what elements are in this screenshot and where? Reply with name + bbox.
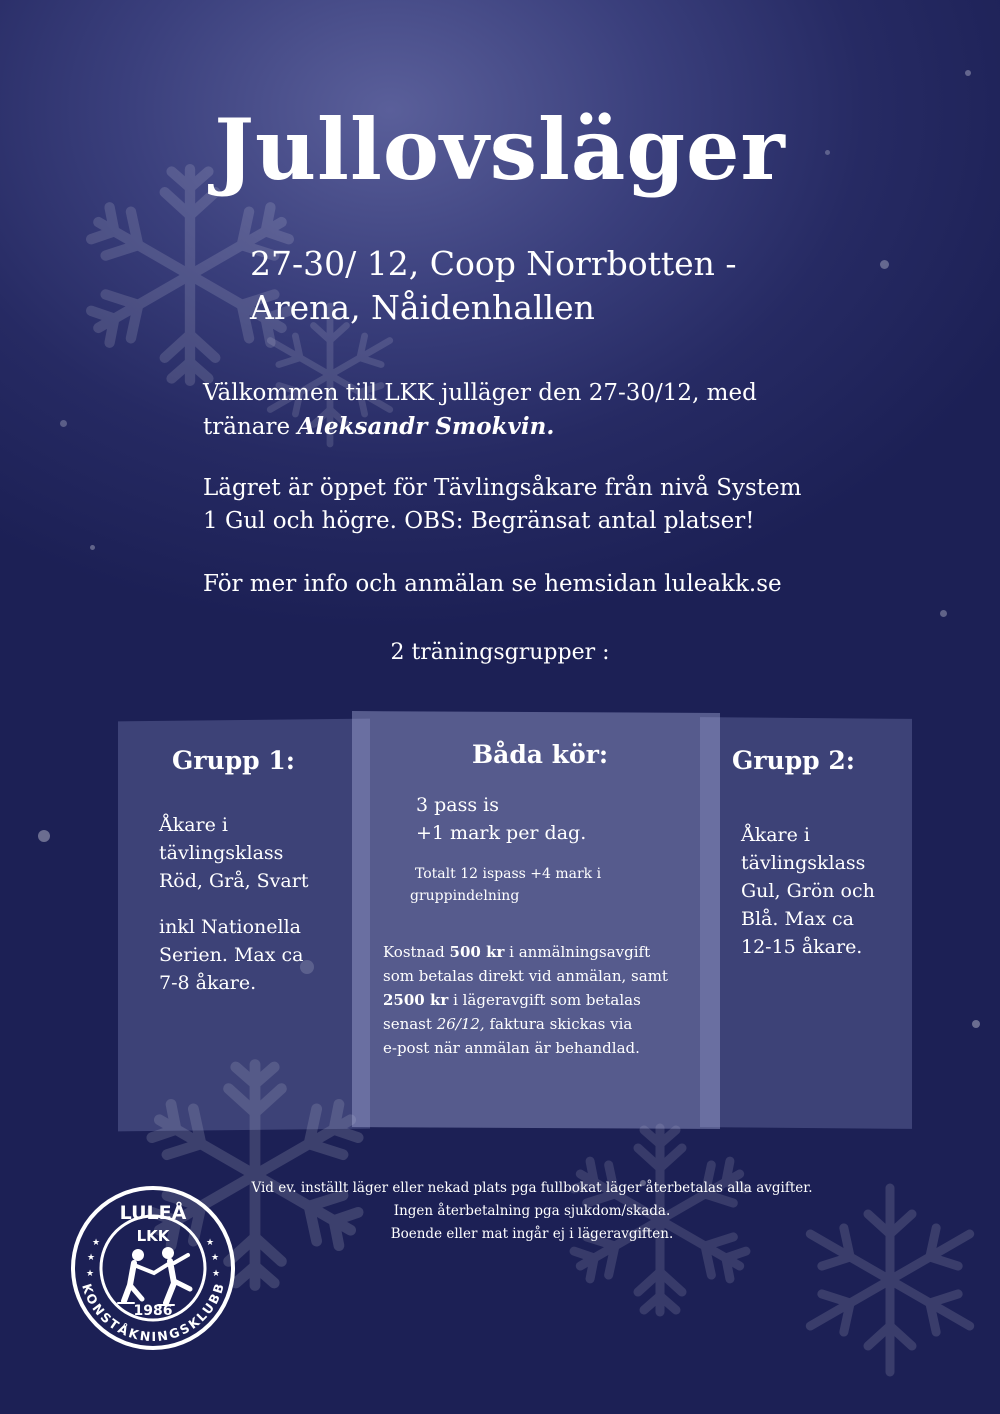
group1-line: Röd, Grå, Svart <box>159 870 309 892</box>
group1-heading: Grupp 1: <box>172 746 295 775</box>
footer-line: Ingen återbetalning pga sjukdom/skada. <box>393 1203 671 1219</box>
group2-line: tävlingsklass <box>741 852 866 874</box>
group1-line: tävlingsklass <box>159 842 284 864</box>
info-paragraph: För mer info och anmälan se hemsidan luleakk.se <box>203 571 782 597</box>
intro-prefix: tränare <box>203 414 291 440</box>
logo-mid-text: LKK <box>136 1227 170 1245</box>
registration-fee: 500 kr <box>449 943 505 961</box>
both-sessions <box>416 791 586 847</box>
footer-line: Boende eller mat ingår ej i lägeravgiften. <box>390 1226 674 1242</box>
svg-text:★: ★ <box>86 1269 95 1279</box>
svg-text:★: ★ <box>206 1238 215 1248</box>
logo-ring-text: KONSTÅKNINGSKLUBB <box>79 1281 227 1345</box>
fee-line <box>383 988 668 1012</box>
svg-text:★: ★ <box>92 1238 101 1248</box>
group2-line: Blå. Max ca <box>741 908 854 930</box>
eligibility-line: 1 Gul och högre. OBS: Begränsat antal platser! <box>203 508 755 534</box>
fee-text: Kostnad <box>383 943 445 961</box>
group1-line: Åkare i <box>159 814 229 836</box>
fee-line: e-post när anmälan är behandlad. <box>383 1039 640 1057</box>
both-panel <box>352 711 720 1129</box>
group1-details <box>159 913 304 997</box>
bokeh-dot <box>972 1020 980 1028</box>
both-total <box>410 863 601 907</box>
total-line: Totalt 12 ispass +4 mark i <box>415 866 602 882</box>
camp-fee: 2500 kr <box>383 991 449 1009</box>
bokeh-dot <box>965 70 971 76</box>
bokeh-dot <box>880 260 889 269</box>
sessions-line: +1 mark per dag. <box>416 822 587 844</box>
intro-line: Välkommen till LKK julläger den 27-30/12, med <box>203 380 757 406</box>
groups-heading: 2 träningsgrupper : <box>390 640 610 665</box>
sessions-line: 3 pass is <box>416 794 499 816</box>
both-heading: Båda kör: <box>472 740 609 769</box>
skaters-icon <box>118 1247 190 1305</box>
bokeh-dot <box>90 545 95 550</box>
svg-text:★: ★ <box>87 1253 96 1263</box>
fee-text: i anmälningsavgift <box>509 943 651 961</box>
group1-description <box>159 811 308 895</box>
svg-text:★: ★ <box>212 1269 221 1279</box>
total-line: gruppindelning <box>410 888 520 904</box>
intro-paragraph <box>203 377 757 444</box>
group2-line: Gul, Grön och <box>741 880 875 902</box>
logo-top-text: LULEÅ <box>119 1202 187 1224</box>
group1-line: inkl Nationella <box>159 916 302 938</box>
fee-line <box>383 1012 668 1036</box>
group2-heading: Grupp 2: <box>732 746 855 775</box>
eligibility-paragraph <box>203 472 801 538</box>
event-date-location <box>250 242 737 330</box>
fee-info <box>383 940 668 1060</box>
logo-year-text: 1986 <box>133 1303 173 1319</box>
club-logo <box>70 1185 236 1351</box>
intro-line <box>203 410 757 444</box>
group2-line: 12-15 åkare. <box>741 936 863 958</box>
page-title: Jullovsläger <box>214 100 786 199</box>
fee-line <box>383 940 668 964</box>
fee-text: faktura skickas via <box>489 1015 633 1033</box>
bokeh-dot <box>940 610 947 617</box>
subtitle-line: 27-30/ 12, Coop Norrbotten - <box>250 244 737 283</box>
group1-line: Serien. Max ca <box>159 944 304 966</box>
subtitle-line: Arena, Nåidenhallen <box>250 288 595 327</box>
group2-line: Åkare i <box>741 824 811 846</box>
eligibility-line: Lägret är öppet för Tävlingsåkare från nivå System <box>203 475 802 501</box>
fee-text: senast <box>383 1015 432 1033</box>
coach-name: Aleksandr Smokvin. <box>297 413 555 440</box>
fee-line: som betalas direkt vid anmälan, samt <box>383 967 668 985</box>
due-date: 26/12, <box>436 1015 485 1033</box>
bokeh-dot <box>60 420 67 427</box>
fee-text: i lägeravgift som betalas <box>453 991 641 1009</box>
group1-line: 7-8 åkare. <box>159 972 257 994</box>
footer-line: Vid ev. inställt läger eller nekad plats pga fullbokat läger återbetalas alla avgifter. <box>251 1180 813 1196</box>
bokeh-dot <box>38 830 50 842</box>
svg-text:★: ★ <box>211 1253 220 1263</box>
group2-description <box>741 821 875 961</box>
